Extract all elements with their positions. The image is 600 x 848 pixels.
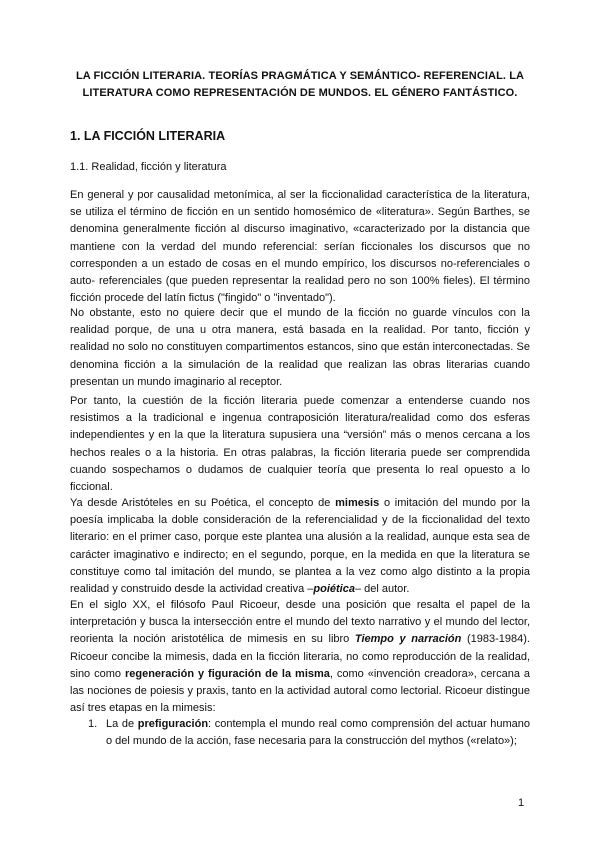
book-title: Tiempo y narración: [354, 633, 462, 646]
section-heading: 1. LA FICCIÓN LITERARIA: [70, 129, 226, 143]
paragraph-5-text-e: , como «invención creadora», cercana a las nociones de poiesis y praxis, tanto en la actividad autoral como lectorial. Ricoeur distingue así tres etapas en la mimesis:: [70, 667, 530, 715]
term-regeneracion: regeneración y figuración de la misma: [124, 667, 330, 680]
list-item-number: 1.: [88, 718, 98, 730]
numbered-list: [88, 716, 530, 750]
term-prefiguracion: prefiguración: [137, 718, 209, 730]
paragraph-4-text-e: – del autor.: [354, 583, 410, 596]
paragraph-4-text-a: Ya desde Aristóteles en su Poética, el concepto de: [70, 497, 336, 509]
list-item-text-a: La de: [106, 718, 138, 730]
paragraph-1: En general y por causalidad metonímica, al ser la ficcionalidad característica de la literatura, se utiliza el término de ficción en un sentido homosémico de «literatura». Según Barthes, se denomina generalmente ficción al discurso imaginativo, «caracterizado por la distancia que mantiene con la verdad del mundo referencial: serían ficcionales los discursos que no corresponden a un estado de cosas en el mundo empírico, los discursos no-referenciales o auto- referenciales (que pueden representar la realidad pero no son 100% fieles). El término ficción procede del latín fictus ("fingido" o "inventado").: [70, 189, 530, 305]
page-number: 1: [518, 797, 525, 809]
term-poietica: poiética: [313, 583, 355, 596]
paragraph-3: Por tanto, la cuestión de la ficción literaria puede comenzar a entenderse cuando nos resistimos a la tradicional e ingenua contraposición literatura/realidad como dos esferas independientes y en la que la literatura supusiera una “versión” más o menos cercana a los hechos reales o a la historia. En otras palabras, la ficción literaria puede ser comprendida cuando sospechamos o dudamos de cualquier teoría que presenta lo real opuesto a lo ficcional.: [70, 395, 530, 494]
list-item-text-c: : contempla el mundo real como comprensión del actuar humano o del mundo de la acción, fase necesaria para la construcción del mythos («relato»);: [106, 718, 530, 748]
paragraph-4-text-c: o imitación del mundo por la poesía implicaba la doble consideración de la referencialidad y de la ficcionalidad del texto literario: en el primer caso, porque este plantea una alusión a la realidad, aunque esta sea de carácter imaginativo e indirecto; en el segundo, porque, en la medida en que la literatura se constituye como tal imitación del mundo, se plantea a la vez como algo distinto a la propia realidad y construido desde la actividad creativa –: [70, 497, 530, 596]
subsection-heading: 1.1. Realidad, ficción y literatura: [70, 161, 227, 173]
paragraph-2: No obstante, esto no quiere decir que el mundo de la ficción no guarde vínculos con la realidad porque, de una u otra manera, está basada en la realidad. Por tanto, ficción y realidad no solo no constituyen compartimentos estancos, sino que están interconectadas. Se denomina ficción a la simulación de la realidad que realizan las obras literarias cuando presentan un mundo imaginario al receptor.: [70, 307, 530, 388]
paragraph-5: [70, 597, 530, 717]
paragraph-5-text-a: En el siglo XX, el filósofo Paul Ricoeur, desde una posición que resalta el papel de la interpretación y busca la intersección entre el mundo del texto narrativo y el mundo del lector, reorienta la noción aristotélica de mimesis en su libro: [70, 599, 530, 646]
document-title: LA FICCIÓN LITERARIA. TEORÍAS PRAGMÁTICA Y SEMÁNTICO- REFERENCIAL. LA LITERATURA COMO REPRESENTACIÓN DE MUNDOS. EL GÉNERO FANTÁSTICO.: [75, 70, 525, 99]
term-mimesis: mimesis: [335, 497, 380, 509]
list-item: [106, 716, 530, 750]
paragraph-4: [70, 495, 530, 598]
paragraph-5-text-c: (1983-1984). Ricoeur concibe la mimesis, dada en la ficción literaria, no como reproducción de la realidad, sino como: [70, 633, 530, 680]
